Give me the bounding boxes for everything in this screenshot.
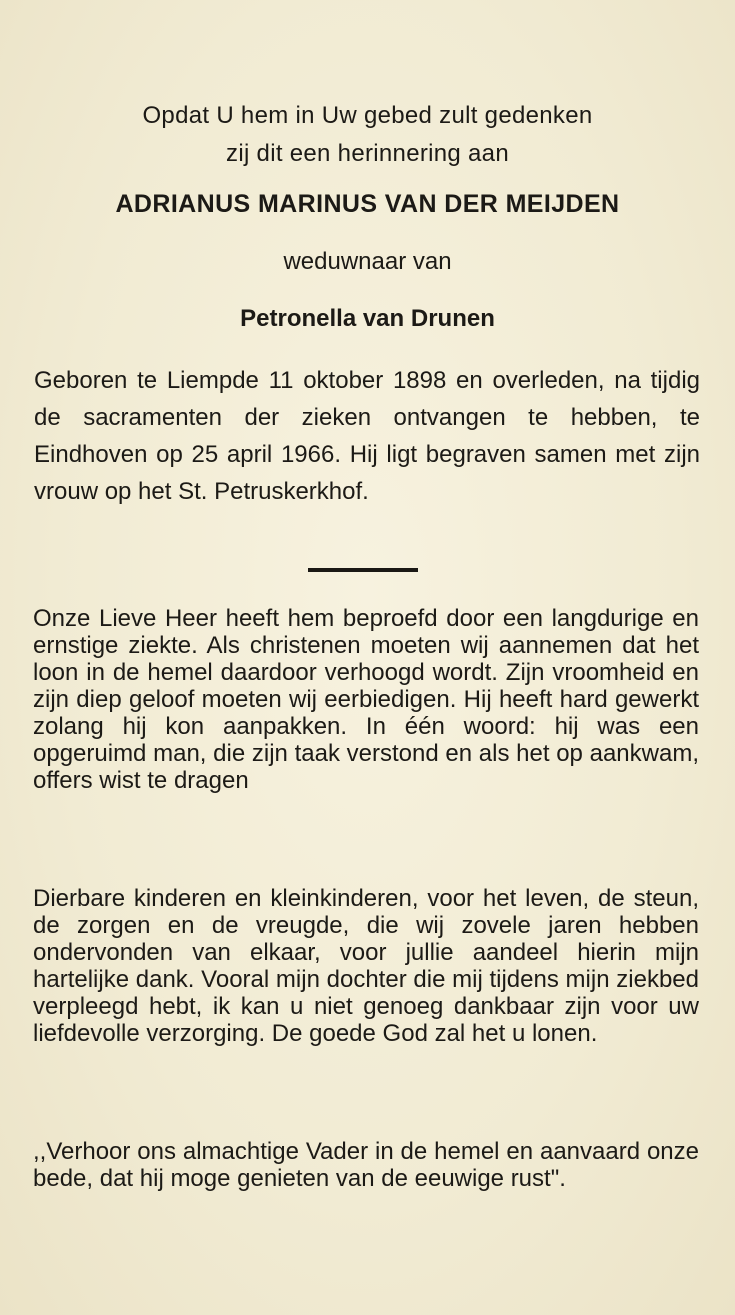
intro-line-2: zij dit een herinnering aan (226, 140, 509, 167)
trial-paragraph: Onze Lieve Heer heeft hem beproefd door een langdurige en ernstige ziekte. Als christenen moeten wij aannemen dat het loon in de hemel daardoor verhoogd wordt. Zijn vroomheid en zijn diep geloof moeten wij eerbiedigen. Hij heeft hard gewerkt zolang hij kon aanpakken. In één woord: hij was een opgeruimd man, die zijn taak verstond en als het op aankwam, offers wist te dragen (33, 605, 699, 794)
birth-death-paragraph: Geboren te Liempde 11 oktober 1898 en overleden, na tijdig de sacramenten der zieken ontvangen te hebben, te Eindhoven op 25 april 1966. Hij ligt begraven samen met zijn vrouw op het St. Petruskerkhof. (34, 367, 700, 505)
prayer-paragraph: ,,Verhoor ons almachtige Vader in de hemel en aanvaard onze bede, dat hij moge genieten van de eeuwige rust". (33, 1138, 699, 1192)
widower-of-label: weduwnaar van (283, 248, 452, 275)
spouse-name: Petronella van Drunen (240, 305, 495, 332)
section-divider (308, 568, 418, 572)
deceased-name: ADRIANUS MARINUS VAN DER MEIJDEN (115, 190, 620, 218)
intro-line-1: Opdat U hem in Uw gebed zult gedenken (142, 102, 593, 129)
thanks-paragraph: Dierbare kinderen en kleinkinderen, voor het leven, de steun, de zorgen en de vreugde, die wij zovele jaren hebben ondervonden van elkaar, voor jullie aandeel hierin mijn hartelijke dank. Vooral mijn dochter die mij tijdens mijn ziekbed verpleegd hebt, ik kan u niet genoeg dankbaar zijn voor uw liefdevolle verzorging. De goede God zal het u lonen. (33, 885, 699, 1047)
